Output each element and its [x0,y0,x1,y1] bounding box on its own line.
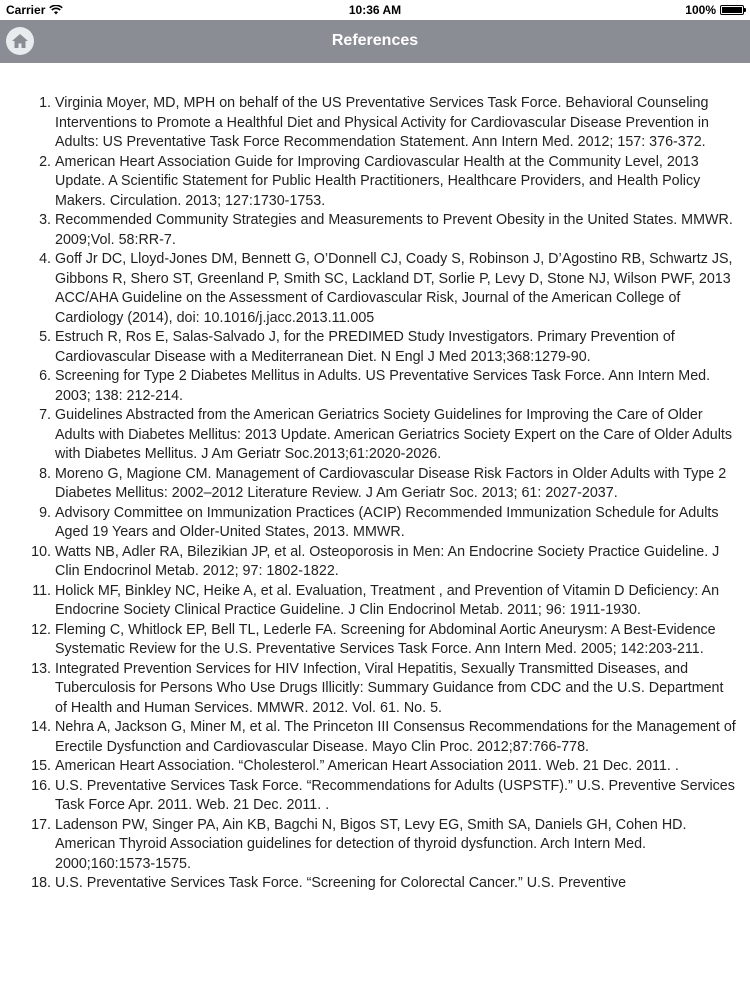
reference-item: 14. Nehra A, Jackson G, Miner M, et al. The Princeton III Consensus Recommendations for the Management of Erectile Dysfunction and Cardiovascular Disease. Mayo Clin Proc. 2012;87:766-778. [55,718,736,757]
reference-item: 5. Estruch R, Ros E, Salas-Salvado J, for the PREDIMED Study Investigators. Primary Prevention of Cardiovascular Disease with a Mediterranean Diet. N Engl J Med 2013;368:1279-90. [55,328,736,367]
reference-item: 7. Guidelines Abstracted from the American Geriatrics Society Guidelines for Improving the Care of Older Adults with Diabetes Mellitus: 2013 Update. American Geriatrics Society Expert on the Care of Older Adults with Diabetes Mellitus. J Am Geriatr Soc.2013;61:2020-2026. [55,406,736,465]
status-bar [0,0,750,20]
reference-item: 11. Holick MF, Binkley NC, Heike A, et al. Evaluation, Treatment , and Prevention of Vitamin D Deficiency: An Endocrine Society Clinical Practice Guideline. J Clin Endocrinol Metab. 2011; 96: 1911-1930. [55,582,736,621]
reference-item: 16. U.S. Preventative Services Task Force. “Recommendations for Adults (USPSTF).” U.S. Preventive Services Task Force Apr. 2011. Web. 21 Dec. 2011. . [55,777,736,816]
reference-item: 13. Integrated Prevention Services for HIV Infection, Viral Hepatitis, Sexually Transmitted Diseases, and Tuberculosis for Persons Who Use Drugs Illicitly: Summary Guidance from CDC and the U.S. Department of Health and Human Services. MMWR. 2012. Vol. 61. No. 5. [55,660,736,719]
reference-item: 18. U.S. Preventative Services Task Force. “Screening for Colorectal Cancer.” U.S. Preventive [55,874,736,894]
page-title: References [331,32,419,49]
reference-item: 3. Recommended Community Strategies and Measurements to Prevent Obesity in the United States. MMWR. 2009;Vol. 58:RR-7. [55,211,736,250]
reference-item: 2. American Heart Association Guide for Improving Cardiovascular Health at the Community Level, 2013 Update. A Scientific Statement for Public Health Practitioners, Healthcare Providers, and Health Policy Makers. Circulation. 2013; 127:1730-1753. [55,153,736,212]
battery-percent: 100% [685,3,716,17]
reference-item: 17. Ladenson PW, Singer PA, Ain KB, Bagchi N, Bigos ST, Levy EG, Smith SA, Daniels GH, Cohen HD. American Thyroid Association guidelines for detection of thyroid dysfunction. Arch Intern Med. 2000;160:1573-1575. [55,816,736,875]
reference-item: 9. Advisory Committee on Immunization Practices (ACIP) Recommended Immunization Schedule for Adults Aged 19 Years and Older-United States, 2013. MMWR. [55,504,736,543]
reference-item: 12. Fleming C, Whitlock EP, Bell TL, Lederle FA. Screening for Abdominal Aortic Aneurysm: A Best-Evidence Systematic Review for the U.S. Preventative Services Task Force. Ann Intern Med. 2005; 142:203-211. [55,621,736,660]
carrier-label: Carrier [6,3,46,17]
reference-item: 8. Moreno G, Magione CM. Management of Cardiovascular Disease Risk Factors in Older Adults with Type 2 Diabetes Mellitus: 2002–2012 Literature Review. J Am Geriatr Soc. 2013; 61: 2027-2037. [55,465,736,504]
reference-item: 10. Watts NB, Adler RA, Bilezikian JP, et al. Osteoporosis in Men: An Endocrine Society Practice Guideline. J Clin Endocrinol Metab. 2012; 97: 1802-1822. [55,543,736,582]
references-list [0,63,750,894]
reference-item: 15. American Heart Association. “Cholesterol.” American Heart Association 2011. Web. 21 Dec. 2011. . [55,757,736,777]
references-content[interactable] [0,63,750,1000]
battery-indicator [685,3,744,17]
reference-item: 1. Virginia Moyer, MD, MPH on behalf of the US Preventative Services Task Force. Behavioral Counseling Interventions to Promote a Healthful Diet and Physical Activity for Cardiovascular Disease Prevention in Adults: US Preventative Task Force Recommendation Statement. Ann Intern Med. 2012; 157: 376-372. [55,94,736,153]
battery-icon [720,5,744,15]
navigation-bar [0,20,750,63]
reference-item: 4. Goff Jr DC, Lloyd-Jones DM, Bennett G, O’Donnell CJ, Coady S, Robinson J, D’Agostino RB, Schwartz JS, Gibbons R, Shero ST, Greenland P, Smith SC, Lackland DT, Sorlie P, Levy D, Stone NJ, Wilson PWF, 2013 ACC/AHA Guideline on the Assessment of Cardiovascular Risk, Journal of the American College of Cardiology (2014), doi: 10.1016/j.jacc.2013.11.005 [55,250,736,328]
reference-item: 6. Screening for Type 2 Diabetes Mellitus in Adults. US Preventative Services Task Force. Ann Intern Med. 2003; 138: 212-214. [55,367,736,406]
status-time: 10:36 AM [348,3,402,17]
